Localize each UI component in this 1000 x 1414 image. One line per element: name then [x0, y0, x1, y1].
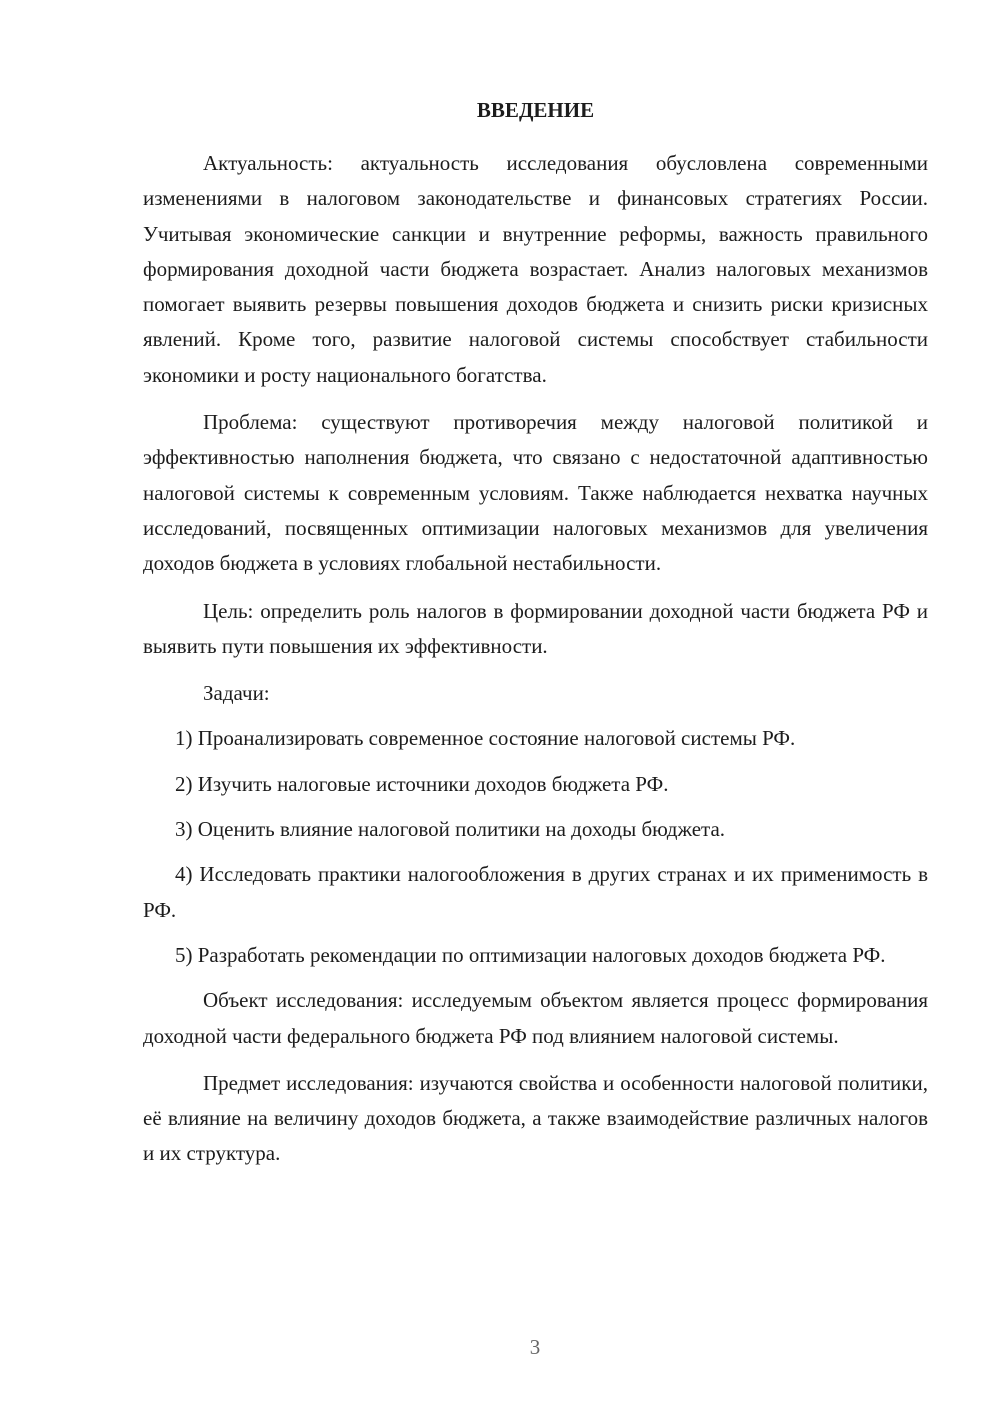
task-item: 4) Исследовать практики налогообложения в других странах и их применимость в РФ. — [143, 862, 928, 922]
paragraph-goal: Цель: определить роль налогов в формировании доходной части бюджета РФ и выявить пути повышения их эффективности. — [143, 598, 928, 658]
paragraph-relevance: Актуальность: актуальность исследования обусловлена современными изменениями в налоговом законодательстве и финансовых стратегиях России. Учитывая экономические санкции и внутренние реформы, важность правильного формирования доходной части бюджета возрастает. Анализ налоговых механизмов помогает выявить резервы повышения доходов бюджета и снизить риски кризисных явлений. Кроме того, развитие налоговой системы способствует стабильности экономики и росту национального богатства. — [143, 151, 928, 387]
tasks-label: Задачи: — [203, 681, 270, 706]
task-item: 3) Оценить влияние налоговой политики на доходы бюджета. — [175, 817, 726, 842]
paragraph-subject: Предмет исследования: изучаются свойства и особенности налоговой политики, её влияние на величину доходов бюджета, а также взаимодействие различных налогов и их структура. — [143, 1070, 928, 1166]
task-item: 5) Разработать рекомендации по оптимизации налоговых доходов бюджета РФ. — [175, 942, 886, 967]
paragraph-problem: Проблема: существуют противоречия между налоговой политикой и эффективностью наполнения бюджета, что связано с недостаточной адаптивностью налоговой системы к современным условиям. Также наблюдается нехватка научных исследований, посвященных оптимизации налоговых механизмов для увеличения доходов бюджета в условиях глобальной нестабильности. — [143, 410, 928, 576]
task-item: 1) Проанализировать современное состояние налоговой системы РФ. — [175, 726, 796, 751]
document-body — [143, 96, 928, 1184]
section-title: ВВЕДЕНИЕ — [476, 98, 595, 122]
page-number: 3 — [529, 1335, 541, 1359]
task-item: 2) Изучить налоговые источники доходов бюджета РФ. — [175, 771, 669, 796]
paragraph-object: Объект исследования: исследуемым объектом является процесс формирования доходной части федерального бюджета РФ под влиянием налоговой системы. — [143, 988, 928, 1048]
